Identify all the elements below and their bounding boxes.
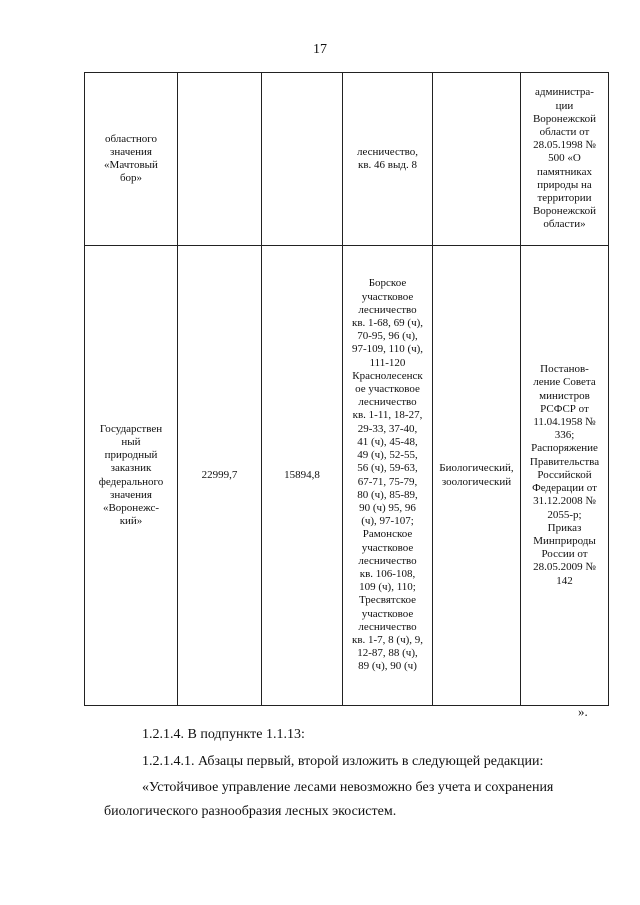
cell-line: Минприроды <box>533 534 596 547</box>
cell-line: лесничество <box>358 303 417 316</box>
cell-line: ление Совета <box>533 376 596 389</box>
cell-location <box>343 246 433 706</box>
cell-line: 80 (ч), 85-89, <box>357 488 418 501</box>
cell-line: кв. 1-68, 69 (ч), <box>351 317 424 330</box>
cell-line: 97-109, 110 (ч), <box>351 343 424 356</box>
cell-line: 31.12.2008 № <box>533 495 596 508</box>
cell-line: 109 (ч), 110; <box>359 581 416 594</box>
cell-line: 2055-р; <box>547 508 582 521</box>
cell-line: Приказ <box>547 521 582 534</box>
cell-line: кв. 1-7, 8 (ч), 9, <box>351 633 424 646</box>
cell-line: участковое <box>361 607 414 620</box>
cell-line: 49 (ч), 52-55, <box>357 449 418 462</box>
cell-line: лесничество, <box>356 145 419 158</box>
cell-line: кв. 106-108, <box>359 567 416 580</box>
cell-line: Рамонское <box>362 528 413 541</box>
table-row <box>85 246 609 706</box>
cell-line: ое участковое <box>355 383 420 396</box>
cell-line: «Мачтовый <box>104 159 158 171</box>
cell-document <box>521 73 609 246</box>
cell-line: Воронежской <box>532 205 597 218</box>
cell-line: значения <box>110 145 152 158</box>
cell-line: участковое <box>361 290 414 303</box>
cell-line: Краснолесенск <box>352 369 423 382</box>
cell-line: министров <box>539 389 590 402</box>
closing-quote: ». <box>578 704 588 719</box>
cell-line: Борское <box>368 277 407 290</box>
paragraph: «Устойчивое управление лесами невозможно без учета и сохранения <box>142 780 554 795</box>
cell-line: (ч), 97-107; <box>361 515 414 528</box>
cell-line: 41 (ч), 45-48, <box>357 435 418 448</box>
cell-area-total: 22999,7 <box>178 246 262 706</box>
cell-line: 12-87, 88 (ч), <box>357 647 418 660</box>
cell-line: кв. 1-11, 18-27, <box>352 409 423 422</box>
cell-line: 111-120 <box>369 356 406 369</box>
cell-location <box>343 73 433 246</box>
cell-line: «Воронежс- <box>102 501 160 514</box>
protected-areas-table <box>84 72 609 706</box>
cell-line: ции <box>555 99 574 112</box>
cell-area-forest <box>262 73 343 246</box>
cell-line: Российской <box>537 468 592 481</box>
cell-line: памятниках <box>537 165 592 178</box>
cell-line: 67-71, 75-79, <box>357 475 418 488</box>
cell-name <box>85 73 178 246</box>
cell-line: 11.04.1958 № <box>533 416 596 429</box>
cell-line: 500 «О <box>548 152 581 165</box>
cell-line: участковое <box>361 541 414 554</box>
cell-line: зоологический <box>441 475 512 488</box>
cell-line: 28.05.1998 № <box>533 139 596 152</box>
cell-line: Федерации от <box>532 482 597 495</box>
cell-name <box>85 246 178 706</box>
page-number: 17 <box>313 42 327 57</box>
cell-line: области» <box>543 218 586 231</box>
cell-profile <box>433 73 521 246</box>
cell-line: РСФСР от <box>540 402 589 415</box>
cell-profile <box>433 246 521 706</box>
cell-document <box>521 246 609 706</box>
cell-line: областного <box>104 132 157 145</box>
table-row <box>85 73 609 246</box>
cell-line: 28.05.2009 № <box>533 561 596 574</box>
cell-line: лесничество <box>358 620 417 633</box>
cell-line: лесничество <box>358 554 417 567</box>
cell-line: 89 (ч), 90 (ч) <box>358 660 417 673</box>
paragraph: биологического разнообразия лесных экосистем. <box>104 804 397 819</box>
paragraph: 1.2.1.4. В подпункте 1.1.13: <box>142 727 305 742</box>
cell-line: значения <box>110 488 152 501</box>
cell-line: ный <box>121 435 141 448</box>
cell-line: федерального <box>98 475 164 488</box>
cell-line: Распоряжение <box>531 442 598 455</box>
cell-line: Правительства <box>529 455 600 468</box>
cell-line: Постанов- <box>540 363 589 376</box>
cell-line: природный <box>104 449 158 462</box>
cell-line: территории <box>537 192 592 204</box>
cell-line: Государствен <box>99 422 163 435</box>
cell-line: заказник <box>110 462 152 475</box>
cell-line: 70-95, 96 (ч), <box>357 330 418 343</box>
cell-line: 90 (ч) 95, 96 <box>359 501 416 514</box>
cell-line: администра- <box>535 86 594 99</box>
cell-line: 142 <box>556 574 573 587</box>
cell-line: области от <box>539 125 590 138</box>
paragraph: 1.2.1.4.1. Абзацы первый, второй изложить в следующей редакции: <box>142 754 544 769</box>
cell-area-total <box>178 73 262 246</box>
cell-line: 56 (ч), 59-63, <box>357 462 418 475</box>
cell-area-forest: 15894,8 <box>262 246 343 706</box>
cell-line: 29-33, 37-40, <box>357 422 418 435</box>
cell-line: Тресвятское <box>358 594 417 607</box>
cell-line: Воронежской <box>532 112 597 125</box>
cell-line: 336; <box>554 429 575 442</box>
cell-line: лесничество <box>358 396 417 409</box>
cell-line: природы на <box>537 178 592 191</box>
cell-line: бор» <box>119 172 143 185</box>
cell-line: Биологический, <box>439 462 514 475</box>
cell-line: кв. 46 выд. 8 <box>358 159 417 171</box>
cell-line: России от <box>541 548 588 561</box>
cell-line: кий» <box>119 515 143 528</box>
